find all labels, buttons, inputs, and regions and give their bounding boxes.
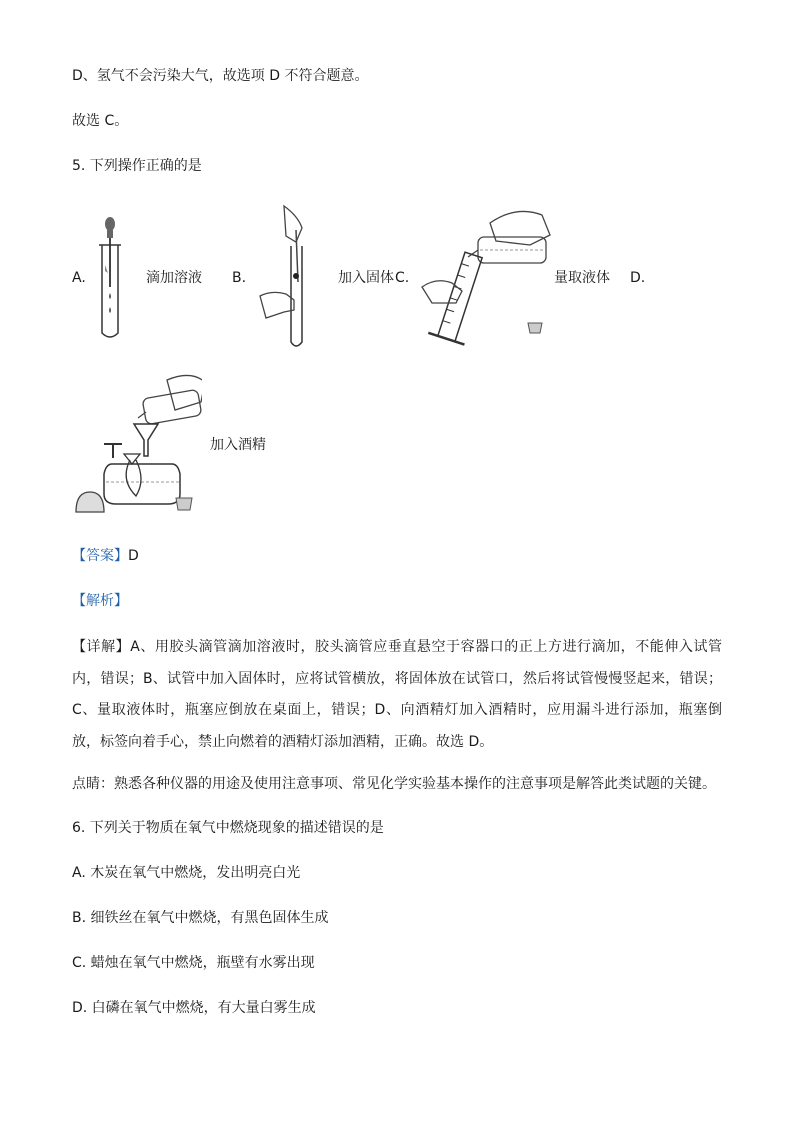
option-c-text: 量取液体: [554, 270, 610, 286]
analysis-tag: 【解析】: [72, 593, 128, 609]
question-5-stem: 5. 下列操作正确的是: [72, 158, 202, 174]
question-6-option-d: D. 白磷在氧气中燃烧，有大量白雾生成: [72, 1000, 316, 1016]
answer-value: D: [128, 548, 139, 564]
alcohol-lamp-funnel-figure: [72, 372, 202, 517]
measuring-cylinder-figure: [420, 205, 555, 355]
question-6-option-b: B. 细铁丝在氧气中燃烧，有黑色固体生成: [72, 910, 329, 926]
option-b-letter: B.: [232, 270, 247, 286]
option-b-text: 加入固体: [338, 270, 394, 286]
text-line: D、氢气不会污染大气，故选项 D 不符合题意。: [72, 68, 369, 84]
question-6-option-a: A. 木炭在氧气中燃烧，发出明亮白光: [72, 865, 301, 881]
answer-tag: 【答案】: [72, 548, 128, 564]
option-d-letter: D.: [630, 270, 646, 286]
tip-line: 点睛：熟悉各种仪器的用途及使用注意事项、常见化学实验基本操作的注意事项是解答此类试题的关键。: [72, 776, 716, 792]
text-line: 故选 C。: [72, 113, 129, 129]
detail-tag: 【详解】: [72, 639, 131, 655]
analysis-line: [72, 591, 128, 611]
dropper-into-tube-figure: [95, 215, 135, 345]
option-a-text: 滴加溶液: [146, 270, 202, 286]
answer-line: [72, 546, 139, 566]
question-6-option-c: C. 蜡烛在氧气中燃烧，瓶壁有水雾出现: [72, 955, 315, 971]
option-c-letter: C.: [395, 270, 410, 286]
option-a-letter: A.: [72, 270, 86, 286]
detail-paragraph: [72, 632, 722, 758]
detail-text: A、用胶头滴管滴加溶液时，胶头滴管应垂直悬空于容器口的正上方进行滴加，不能伸入试管内，错误；B、试管中加入固体时，应将试管横放，将固体放在试管口，然后将试管慢慢竖起来，错误；C、量取液体时，瓶塞应倒放在桌面上，错误；D、向酒精灯加入酒精时，应用漏斗进行添加，瓶塞倒放，标签向着手心，禁止向燃着的酒精灯添加酒精，正确。故选 D。: [72, 639, 723, 750]
question-6-stem: 6. 下列关于物质在氧气中燃烧现象的描述错误的是: [72, 820, 384, 836]
solid-into-tube-figure: [258, 204, 318, 354]
option-d-text: 加入酒精: [210, 437, 266, 453]
